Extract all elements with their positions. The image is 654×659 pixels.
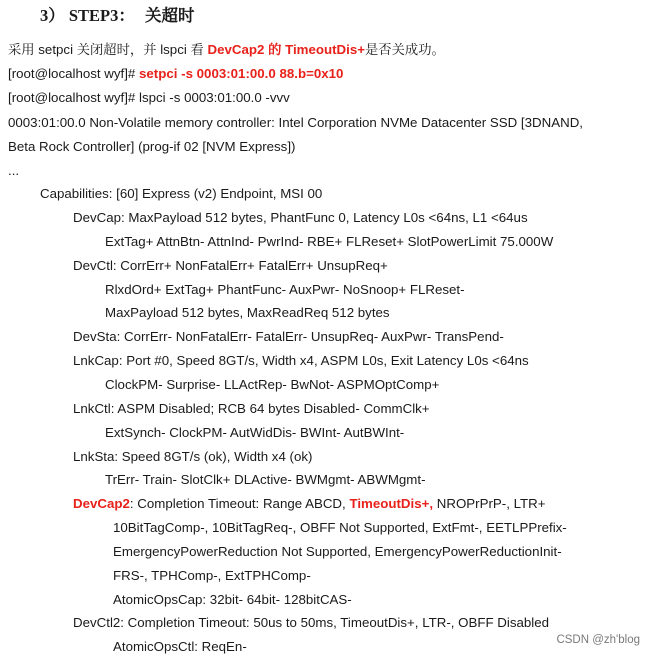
device-line-1: 0003:01:00.0 Non-Volatile memory controller: Intel Corporation NVMe Datacenter SSD [3DNAND, — [8, 115, 583, 130]
intro-suffix: 是否关成功。 — [365, 42, 445, 57]
csdn-watermark: CSDN @zh'blog — [556, 634, 640, 646]
devcap2-line-1 — [73, 494, 545, 514]
heading-title-cn: 关超时 — [145, 6, 195, 25]
devctl-line-1: DevCtl: CorrErr+ NonFatalErr+ FatalErr+ UnsupReq+ — [73, 258, 388, 273]
intro-highlight: DevCap2 的 TimeoutDis+ — [207, 42, 366, 57]
devcap-line-2: ExtTag+ AttnBtn- AttnInd- PwrInd- RBE+ FLReset+ SlotPowerLimit 75.000W — [105, 234, 554, 249]
devctl-line-3: MaxPayload 512 bytes, MaxReadReq 512 bytes — [105, 305, 390, 320]
devcap2-rest-2: NROPrPrP-, LTR+ — [433, 496, 546, 511]
lnkcap-line-1: LnkCap: Port #0, Speed 8GT/s, Width x4, ASPM L0s, Exit Latency L0s <64ns — [73, 353, 529, 368]
devctl2-line-2: AtomicOpsCtl: ReqEn- — [113, 639, 247, 654]
lnksta-line-1: LnkSta: Speed 8GT/s (ok), Width x4 (ok) — [73, 449, 313, 464]
cmd1-command: setpci -s 0003:01:00.0 88.b=0x10 — [139, 66, 344, 81]
devcap2-label: DevCap2 — [73, 496, 130, 511]
devctl2-line-1: DevCtl2: Completion Timeout: 50us to 50ms, TimeoutDis+, LTR-, OBFF Disabled — [73, 615, 550, 630]
cmd1-prompt: [root@localhost wyf]# — [8, 66, 140, 81]
lnkctl-line-1: LnkCtl: ASPM Disabled; RCB 64 bytes Disabled- CommClk+ — [73, 401, 430, 416]
capabilities-line: Capabilities: [60] Express (v2) Endpoint, MSI 00 — [40, 186, 323, 201]
devcap2-rest-1: : Completion Timeout: Range ABCD, — [129, 496, 350, 511]
heading-number: 3） — [40, 6, 65, 25]
device-line-2: Beta Rock Controller] (prog-if 02 [NVM Express]) — [8, 139, 296, 154]
ellipsis: ... — [8, 163, 20, 178]
devcap2-line-4: FRS-, TPHComp-, ExtTPHComp- — [113, 568, 311, 583]
devcap2-timeoutdis: TimeoutDis+, — [349, 496, 434, 511]
devcap-line-1: DevCap: MaxPayload 512 bytes, PhantFunc 0, Latency L0s <64ns, L1 <64us — [73, 210, 528, 225]
section-heading — [40, 5, 195, 27]
devcap2-line-3: EmergencyPowerReduction Not Supported, EmergencyPowerReductionInit- — [113, 544, 562, 559]
lnkcap-line-2: ClockPM- Surprise- LLActRep- BwNot- ASPMOptComp+ — [105, 377, 440, 392]
lnksta-line-2: TrErr- Train- SlotClk+ DLActive- BWMgmt- ABWMgmt- — [105, 472, 426, 487]
devcap2-line-2: 10BitTagComp-, 10BitTagReq-, OBFF Not Supported, ExtFmt-, EETLPPrefix- — [113, 520, 567, 535]
devcap2-line-5: AtomicOpsCap: 32bit- 64bit- 128bitCAS- — [113, 592, 352, 607]
heading-title: STEP3： — [68, 6, 135, 25]
devctl-line-2: RlxdOrd+ ExtTag+ PhantFunc- AuxPwr- NoSnoop+ FLReset- — [105, 282, 465, 297]
lnkctl-line-2: ExtSynch- ClockPM- AutWidDis- BWInt- AutBWInt- — [105, 425, 405, 440]
command-line-lspci: [root@localhost wyf]# lspci -s 0003:01:00.0 -vvv — [8, 90, 290, 105]
devsta-line: DevSta: CorrErr- NonFatalErr- FatalErr- UnsupReq- AuxPwr- TransPend- — [73, 329, 504, 344]
intro-line — [8, 40, 445, 60]
intro-prefix: 采用 setpci 关闭超时，并 lspci 看 — [8, 42, 208, 57]
command-line-setpci — [8, 64, 343, 84]
